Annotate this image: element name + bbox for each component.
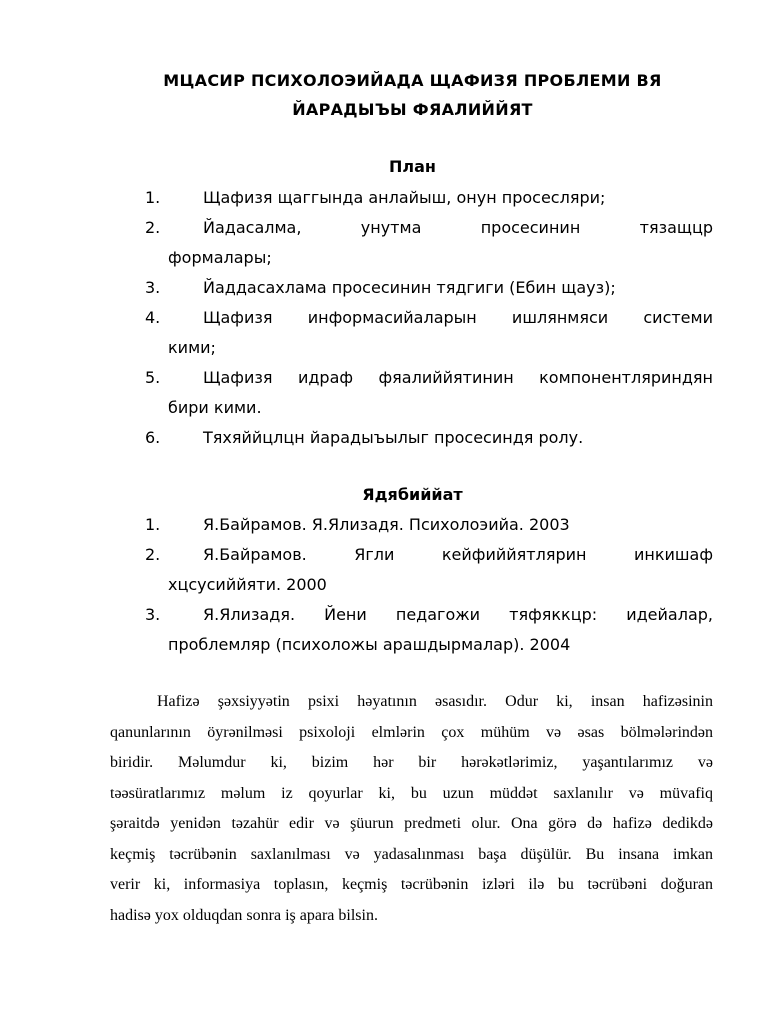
plan-item-text: Щафизя идраф фяалиййятинин компонентляриндян [203, 368, 713, 387]
title-line-1: МЦАСИР ПСИХОЛОЭИЙАДА ЩАФИЗЯ ПРОБЛЕМИ ВЯ [163, 71, 662, 90]
paragraph-line: hadisə yox olduqdan sonra iş apara bilsin. [110, 906, 378, 924]
reference-item-number: 3. [145, 605, 161, 624]
plan-item-text-continued: формалары; [168, 248, 272, 267]
plan-item-text: Тяхяййцлцн йарадыъылыг просесиндя ролу. [203, 428, 584, 447]
plan-item-number: 4. [145, 308, 161, 327]
reference-item-number: 1. [145, 515, 161, 534]
plan-item-number: 6. [145, 428, 161, 447]
paragraph-line: Hafizə şəxsiyyətin psixi həyatının əsasıdır. Odur ki, insan hafizəsinin [157, 693, 713, 710]
reference-item-text-continued: проблемляр (психоложы арашдырмалар). 2004 [168, 635, 571, 654]
plan-item-number: 3. [145, 278, 161, 297]
paragraph-line: qanunlarının öyrənilməsi psixoloji elmlərin çox mühüm və əsas bölmələrindən [110, 723, 713, 741]
plan-heading: План [389, 157, 436, 176]
plan-item-number: 5. [145, 368, 161, 387]
paragraph-line: verir ki, informasiya toplasın, keçmiş təcrübənin izləri ilə bu təcrübəni doğuran [110, 876, 713, 893]
plan-item-number: 2. [145, 218, 161, 237]
paragraph-line: keçmiş təcrübənin saxlanılması və yadasalınması başa düşülür. Bu insana imkan [110, 845, 713, 863]
paragraph-line: biridir. Məlumdur ki, bizim hər bir hərəkətlərimiz, yaşantılarımız və [110, 754, 713, 771]
body-paragraph [110, 687, 713, 931]
reference-item-text: Я.Байрамов. Я.Ялизадя. Психолоэийа. 2003 [203, 515, 570, 534]
title-line-2: ЙАРАДЫЪЫ ФЯАЛИЙЙЯТ [292, 100, 533, 119]
plan-item-text: Йаддасахлама просесинин тядгиги (Ебин щауз); [203, 278, 616, 297]
plan-item-number: 1. [145, 188, 161, 207]
paragraph-line: şəraitdə yenidən təzahür edir və şüurun predmeti olur. Ona görə də hafizə dedikdə [110, 815, 713, 832]
plan-item-text: Йадасалма, унутма просесинин тязащцр [203, 218, 713, 237]
paragraph-line: təəsüratlarımız məlum iz qoyurlar ki, bu uzun müddət saxlanılır və müvafiq [110, 784, 713, 802]
reference-item-text-continued: хцсусиййяти. 2000 [168, 575, 327, 594]
references-heading: Ядябиййат [362, 485, 463, 504]
plan-item-text-continued: кими; [168, 338, 216, 357]
reference-item-text: Я.Байрамов. Ягли кейфиййятлярин инкишаф [203, 545, 713, 564]
reference-item-number: 2. [145, 545, 161, 564]
plan-item-text: Щафизя щаггында анлайыш, онун просесляри; [203, 188, 606, 207]
plan-item-text-continued: бири кими. [168, 398, 262, 417]
reference-item-text: Я.Ялизадя. Йени педагожи тяфяккцр: идейалар, [203, 605, 713, 624]
document-title [110, 66, 715, 124]
plan-item-text: Щафизя информасийаларын ишлянмяси системи [203, 308, 713, 327]
